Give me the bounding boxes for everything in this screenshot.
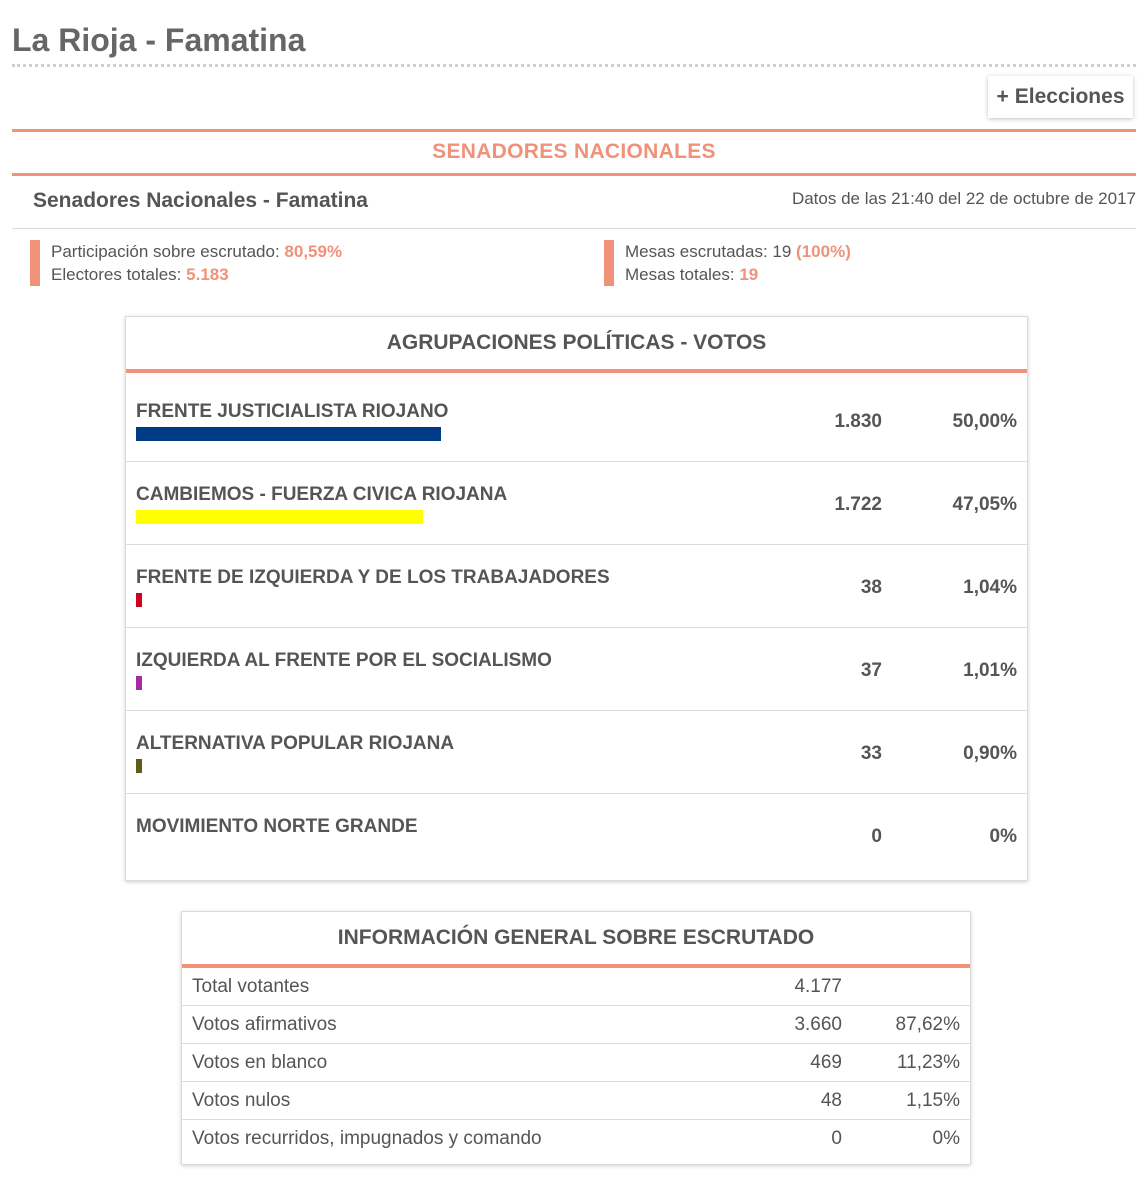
info-percentage: 0% (932, 1128, 960, 1149)
stat-accent-bar (30, 240, 40, 286)
info-value: 3.660 (794, 1014, 842, 1035)
section-bottom-rule (12, 173, 1136, 176)
party-row (126, 710, 1027, 793)
party-votes: 37 (860, 660, 882, 681)
party-share-bar (136, 593, 142, 607)
info-row (182, 1081, 970, 1119)
stat-accent-bar (604, 240, 614, 286)
party-percentage: 0% (989, 826, 1017, 847)
info-row (182, 1043, 970, 1081)
party-percentage: 1,04% (963, 577, 1017, 598)
info-value: 469 (810, 1052, 842, 1073)
participation-stats (30, 240, 342, 286)
party-name: MOVIMIENTO NORTE GRANDE (136, 816, 418, 837)
elecciones-button[interactable] (988, 76, 1133, 118)
party-share-bar (136, 676, 142, 690)
mesas-escrutadas-label: Mesas escrutadas: 19 (625, 242, 792, 261)
party-votes: 33 (860, 743, 882, 764)
info-card (181, 911, 971, 1165)
info-list (182, 968, 970, 1157)
info-label: Votos recurridos, impugnados y comando (192, 1128, 542, 1149)
info-header: INFORMACIÓN GENERAL SOBRE ESCRUTADO (182, 912, 970, 968)
info-row (182, 1119, 970, 1157)
electores-value: 5.183 (186, 265, 229, 284)
party-share-bar (136, 510, 423, 524)
info-label: Votos en blanco (192, 1052, 328, 1073)
info-value: 4.177 (794, 976, 842, 997)
party-percentage: 1,01% (963, 660, 1017, 681)
party-percentage: 0,90% (963, 743, 1017, 764)
info-row (182, 1005, 970, 1043)
title-divider (12, 64, 1136, 67)
data-timestamp: Datos de las 21:40 del 22 de octubre de 2017 (791, 189, 1136, 208)
subheading-divider (12, 228, 1136, 229)
info-percentage: 11,23% (896, 1052, 960, 1073)
party-row (126, 793, 1027, 876)
mesas-totales-value: 19 (739, 265, 759, 284)
party-row (126, 544, 1027, 627)
party-row (126, 461, 1027, 544)
mesas-escrutadas-pct: (100%) (796, 242, 851, 261)
elecciones-button-label: Elecciones (1014, 85, 1125, 108)
info-percentage: 87,62% (895, 1014, 960, 1035)
mesas-stats (604, 240, 851, 286)
party-votes: 1.722 (834, 494, 882, 515)
party-name: FRENTE DE IZQUIERDA Y DE LOS TRABAJADORES (136, 567, 610, 588)
party-percentage: 47,05% (952, 494, 1017, 515)
party-percentage: 50,00% (952, 411, 1017, 432)
page-title: La Rioja - Famatina (12, 22, 306, 58)
info-row (182, 968, 970, 1005)
plus-icon: + (996, 85, 1009, 108)
party-name: CAMBIEMOS - FUERZA CIVICA RIOJANA (136, 484, 508, 505)
party-name: FRENTE JUSTICIALISTA RIOJANO (136, 401, 449, 422)
subheading: Senadores Nacionales - Famatina (33, 189, 368, 212)
info-percentage: 1,15% (906, 1090, 960, 1111)
party-share-bar (136, 759, 142, 773)
results-header: AGRUPACIONES POLÍTICAS - VOTOS (126, 317, 1027, 373)
participacion-value: 80,59% (284, 242, 343, 261)
info-label: Votos afirmativos (192, 1014, 337, 1035)
participacion-label: Participación sobre escrutado: (51, 242, 280, 261)
party-votes: 0 (871, 826, 882, 847)
info-value: 0 (831, 1128, 842, 1149)
party-list (126, 379, 1027, 876)
mesas-totales-label: Mesas totales: (625, 265, 735, 284)
info-label: Total votantes (192, 976, 310, 997)
electores-label: Electores totales: (51, 265, 182, 284)
info-value: 48 (820, 1090, 842, 1111)
section-top-rule (12, 129, 1136, 132)
party-row (126, 627, 1027, 710)
party-votes: 38 (860, 577, 882, 598)
party-row (126, 379, 1027, 461)
info-label: Votos nulos (192, 1090, 291, 1111)
party-votes: 1.830 (834, 411, 882, 432)
party-name: IZQUIERDA AL FRENTE POR EL SOCIALISMO (136, 650, 552, 671)
party-name: ALTERNATIVA POPULAR RIOJANA (136, 733, 455, 754)
results-card (125, 316, 1028, 881)
party-share-bar (136, 427, 441, 441)
section-title: SENADORES NACIONALES (432, 140, 716, 163)
